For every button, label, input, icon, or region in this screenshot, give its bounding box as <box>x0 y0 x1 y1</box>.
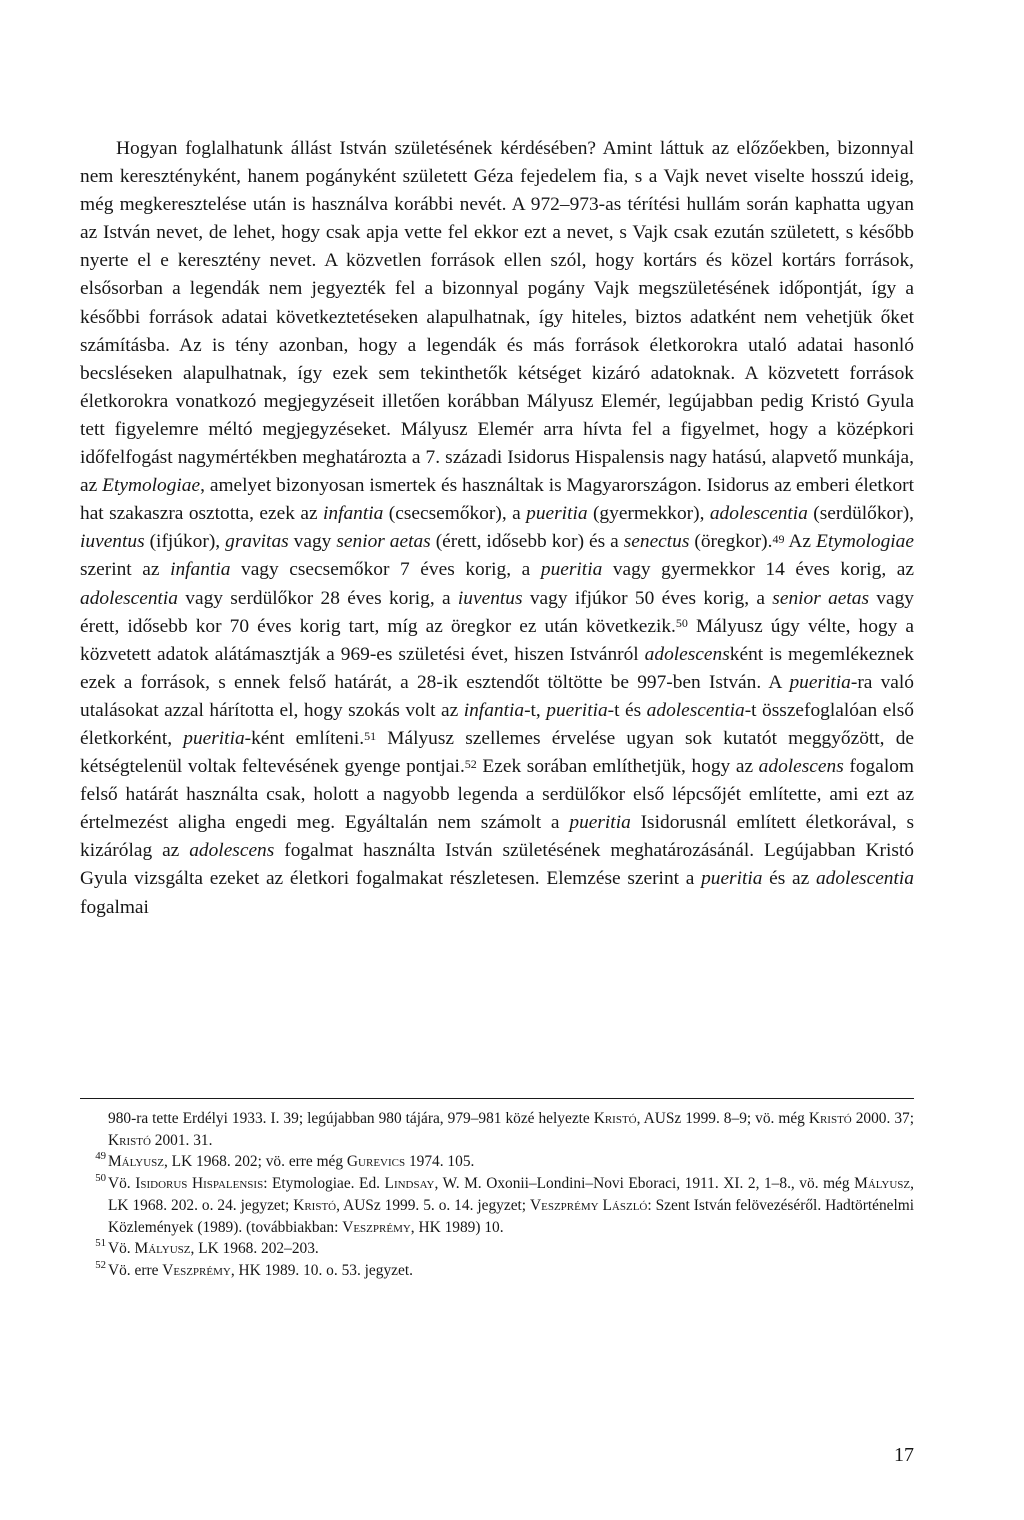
footnote-continuation: 980-ra tette Erdélyi 1933. I. 39; legújabban 980 tájára, 979–981 közé helyezte Kristó, AUSz 1999. 8–9; vö. még Kristó 2000. 37; Kristó 2001. 31. <box>108 1110 914 1149</box>
footnote-ref-50[interactable]: 50 <box>675 616 688 631</box>
footnote-number: 51 <box>95 1237 106 1250</box>
footnote-number: 49 <box>95 1150 106 1163</box>
footnote-49: 49 Mályusz, LK 1968. 202; vö. erre még Gurevics 1974. 105. <box>80 1151 914 1173</box>
footnote-ref-49[interactable]: 49 <box>772 532 785 547</box>
main-text <box>80 135 914 922</box>
footnotes <box>80 1108 914 1282</box>
footnote-number: 52 <box>95 1258 106 1271</box>
paragraph: Hogyan foglalhatunk állást István születésének kérdésében? Amint láttuk az előzőekben, bizonnyal nem keresztényként, hanem pogányként született Géza fejedelem fia, s a Vajk nevet viselte hosszú ideig, még megkeresztelése után is használva korábbi nevét. A 972–973-as térítési hullám során kaphatta ugyan az István nevet, de lehet, hogy csak apja vette fel ekkor ezt a nevet, s Vajk csak ezután született, s később nyerte el e keresztény nevet. A közvetlen források ellen szól, hogy kortárs és közel kortárs források, elsősorban a legendák nem jegyezték fel a bizonnyal pogány Vajk megszületésének időpontját, így a későbbi források adatai következtetéseken alapulhatnak, így hiteles, biztos adatként nem vehetjük őket számításba. Az is tény azonban, hogy a legendák és más források életkorokra utaló adatai hasonló becsléseken alapulhatnak, így ezek sem tekinthetők kétséget kizáró adatoknak. A közvetett források életkorokra vonatkozó megjegyzéseit illetően korábban Mályusz Elemér, legújabban pedig Kristó Gyula tett figyelemre méltó megjegyzéseket. Mályusz Elemér arra hívta fel a figyelmet, hogy a középkori időfelfogást nagymértékben meghatározta a 7. századi Isidorus Hispalensis nagy hatású, alapvető munkája, az Etymologiae, amelyet bizonyosan ismertek és használtak is Magyarországon. Isidorus az emberi életkort hat szakaszra osztotta, ezek az infantia (csecsemőkor), a pueritia (gyermekkor), adolescentia (serdülőkor), iuventus (ifjúkor), gravitas vagy senior aetas (érett, idősebb kor) és a senectus (öregkor).$^{49}$ Az Etymologiae szerint az infantia vagy csecsemőkor 7 éves korig, a pueritia vagy gyermekkor 14 éves korig, az adolescentia vagy serdülőkor 28 éves korig, a iuventus vagy ifjúkor 50 éves korig, a senior aetas vagy érett, idősebb kor 70 éves korig tart, míg az öregkor ez után következik.$^{50}$ Mályusz úgy vélte, hogy a közvetett adatok alátámasztják a 969-es születési évet, hiszen Istvánról adolescensként is megemlékeznek ezek a források, s ennek felső határát, a 28-ik esztendőt töltötte be 997-ben István. A pueritia-ra való utalásokat azzal hárította el, hogy szokás volt az infantia-t, pueritia-t és adolescentia-t összefoglalóan első életkorként, pueritia-ként említeni.$^{51}$ Mályusz szellemes érvelése ugyan sok kutatót meggyőzött, de kétségtelenül voltak feltevésének gyenge pontjai.$^{52}$ Ezek sorában említhetjük, hogy az adolescens fogalom felső határát használta csak, holott a nagyobb legenda a serdülőkor első lépcsőjét említette, ami ezt az értelmezést aligha engedi meg. Egyáltalán nem számolt a pueritia Isidorusnál említett életkorával, s kizárólag az adolescens fogalmat használta István születésének meghatározásánál. Legújabban Kristó Gyula vizsgálta ezeket az életkori fogalmakat részletesen. Elemzése szerint a pueritia és az adolescentia fogalmai <box>80 138 915 918</box>
footnote-50: 50 Vö. Isidorus Hispalensis: Etymologiae. Ed. Lindsay, W. M. Oxonii–Londini–Novi Eboraci, 1911. XI. 2, 1–8., vö. még Mályusz, LK 1968. 202. o. 24. jegyzet; Kristó, AUSz 1999. 5. o. 14. jegyzet; Veszprémy László: Szent István felövezéséről. Hadtörténelmi Közlemények (1989). (továbbiakban: Veszprémy, HK 1989) 10. <box>80 1173 914 1238</box>
footnote-ref-51[interactable]: 51 <box>364 728 377 743</box>
footnote-51: 51 Vö. Mályusz, LK 1968. 202–203. <box>80 1238 914 1260</box>
footnote-ref-52[interactable]: 52 <box>464 756 477 771</box>
footnote-52: 52 Vö. erre Veszprémy, HK 1989. 10. o. 53. jegyzet. <box>80 1260 914 1282</box>
footnote-separator <box>80 1098 914 1099</box>
page-number: 17 <box>894 1444 914 1466</box>
footnote-number: 50 <box>95 1172 106 1185</box>
